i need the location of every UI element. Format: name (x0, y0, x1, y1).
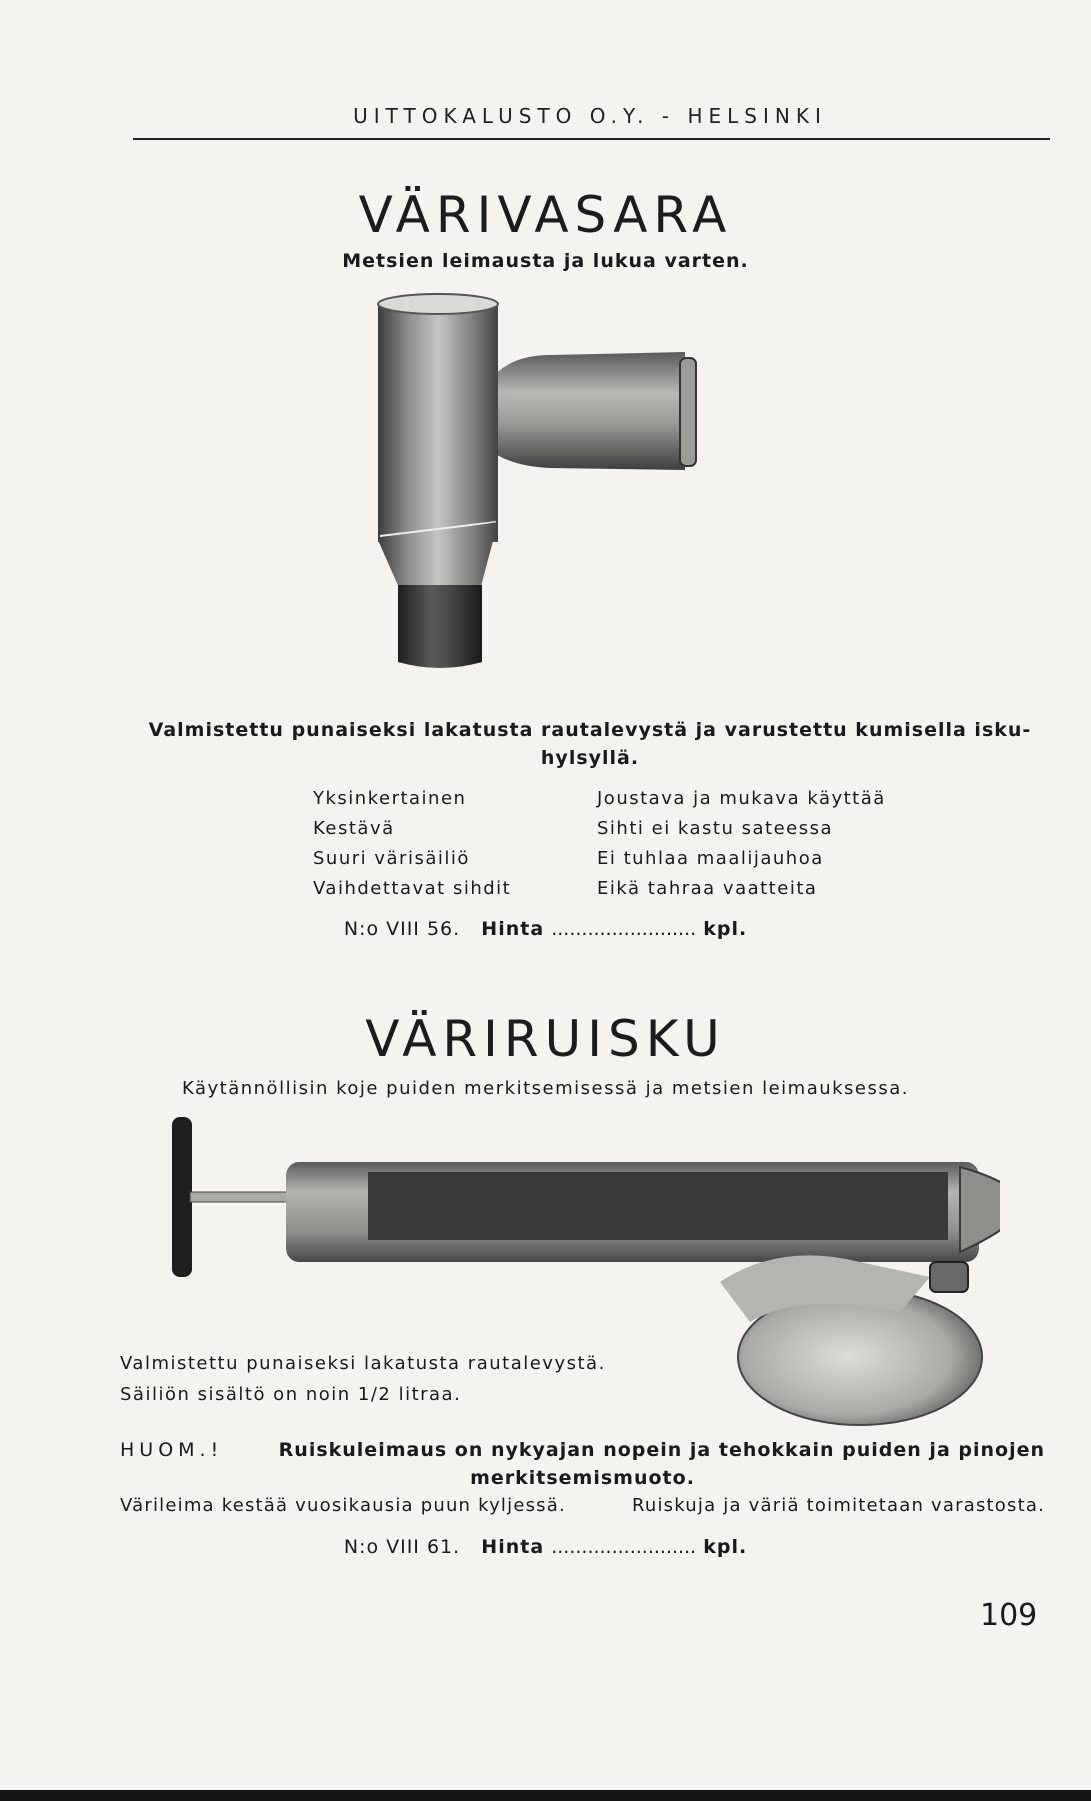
feature-item: Eikä tahraa vaatteita (597, 878, 818, 899)
product1-subtitle: Metsien leimausta ja lukua varten. (342, 250, 749, 272)
price-label: Hinta (481, 918, 545, 940)
price-blank: ........................ (551, 1536, 697, 1558)
product1-description: Valmistettu punaiseksi lakatusta rautalevystä ja varustettu kumisella isku-hylsyllä. (148, 719, 1032, 769)
feature-item: Kestävä (313, 818, 395, 839)
product2-title: VÄRIRUISKU (365, 1010, 726, 1068)
feature-item: Vaihdettavat sihdit (313, 878, 512, 899)
price-blank: ........................ (551, 918, 697, 940)
price-label: Hinta (481, 1536, 545, 1558)
note-plain-text: Värileima kestää vuosikausia puun kyljessä. (120, 1495, 566, 1516)
product1-title: VÄRIVASARA (358, 186, 733, 244)
product2-note (120, 1436, 1045, 1520)
feature-item: Sihti ei kastu sateessa (597, 818, 834, 839)
product1-price-line (0, 918, 1091, 940)
description-line: Säiliön sisältö on noin 1/2 litraa. (120, 1384, 462, 1405)
price-unit: kpl. (703, 918, 748, 940)
product2-price-line (0, 1536, 1091, 1558)
product1-features-left (313, 784, 511, 904)
description-line: Valmistettu punaiseksi lakatusta rautalevystä. (120, 1353, 606, 1374)
price-unit: kpl. (703, 1536, 748, 1558)
feature-item: Ei tuhlaa maalijauhoa (597, 848, 824, 869)
feature-item: Joustava ja mukava käyttää (597, 788, 886, 809)
scan-edge (0, 1790, 1091, 1801)
header-divider (133, 138, 1050, 140)
note-prefix: HUOM.! (120, 1439, 224, 1461)
note-plain-text: Ruiskuja ja väriä toimitetaan varastosta. (631, 1495, 1045, 1516)
note-bold-line: Ruiskuleimaus on nykyajan nopein ja tehokkain puiden ja pinojen (278, 1439, 1045, 1461)
company-header: UITTOKALUSTO O.Y. - HELSINKI (353, 104, 827, 128)
feature-item: Yksinkertainen (313, 788, 467, 809)
product-number: N:o VIII 56. (343, 918, 461, 940)
note-bold-line: merkitsemismuoto. (470, 1467, 695, 1489)
product2-subtitle: Käytännöllisin koje puiden merkitsemisessä ja metsien leimauksessa. (181, 1078, 910, 1099)
page-number: 109 (980, 1598, 1038, 1633)
product2-description (120, 1348, 606, 1410)
paint-hammer-icon (360, 290, 820, 690)
product1-features-right (597, 784, 886, 904)
product-number: N:o VIII 61. (343, 1536, 461, 1558)
feature-item: Suuri värisäiliö (313, 848, 470, 869)
